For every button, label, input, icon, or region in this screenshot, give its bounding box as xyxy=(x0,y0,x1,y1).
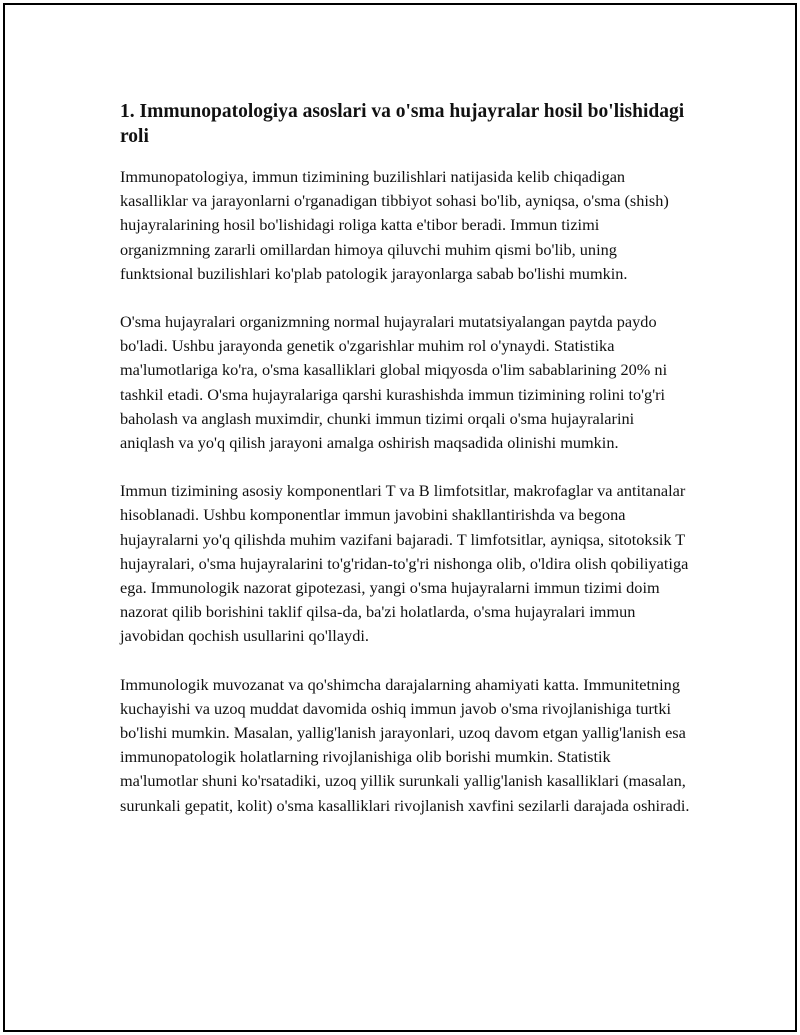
paragraph-1: Immunopatologiya, immun tizimining buzilishlari natijasida kelib chiqadigan kasalliklar va jarayonlarni o'rganadigan tibbiyot sohasi bo'lib, ayniqsa, o'sma (shish) hujayralarining hosil bo'lishidagi roliga katta e'tibor beradi. Immun tizimi organizmning zararli omillardan himoya qiluvchi muhim qismi bo'lib, uning funktsional buzilishlari ko'plab patologik jarayonlarga sabab bo'lishi mumkin. xyxy=(120,167,669,283)
document-page xyxy=(3,3,797,1032)
paragraph-4: Immunologik muvozanat va qo'shimcha darajalarning ahamiyati katta. Immunitetning kuchayishi va uzoq muddat davomida oshiq immun javob o'sma rivojlanishiga turtki bo'lishi mumkin. Masalan, yallig'lanish jarayonlari, uzoq davom etgan yallig'lanish esa immunopatologik holatlarning rivojlanishiga olib borishi mumkin. Statistik ma'lumotlar shuni ko'rsatadiki, uzoq yillik surunkali yallig'lanish kasalliklari (masalan, surunkali gepatit, kolit) o'sma kasalliklari rivojlanish xavfini sezilarli darajada oshiradi. xyxy=(120,674,690,815)
section-heading: 1. Immunopatologiya asoslari va o'sma hujayralar hosil bo'lishidagi roli xyxy=(120,101,685,147)
paragraph-2: O'sma hujayralari organizmning normal hujayralari mutatsiyalangan paytda paydo bo'ladi. Ushbu jarayonda genetik o'zgarishlar muhim rol o'ynaydi. Statistika ma'lumotlariga ko'ra, o'sma kasalliklari global miqyosda o'lim sabablarining 20% ni tashkil etadi. O'sma hujayralariga qarshi kurashishda immun tizimining rolini to'g'ri baholash va anglash muximdir, chunki immun tizimi orqali o'sma hujayralarini aniqlash va yo'q qilish jarayoni amalga oshirish maqsadida olinishi mumkin. xyxy=(120,312,668,453)
document-content xyxy=(120,99,690,842)
paragraph-3: Immun tizimining asosiy komponentlari T va B limfotsitlar, makrofaglar va antitanalar hisoblanadi. Ushbu komponentlar immun javobini shakllantirishda va begona hujayralarni yo'q qilishda muhim vazifani bajaradi. T limfotsitlar, ayniqsa, sitotoksik T hujayralari, o'sma hujayralarini to'g'ridan-to'g'ri nishonga olib, o'ldira olish qobiliyatiga ega. Immunologik nazorat gipotezasi, yangi o'sma hujayralarni immun tizimi doim nazorat qilib borishini taklif qilsa-da, ba'zi holatlarda, o'sma hujayralari immun javobidan qochish usullarini qo'llaydi. xyxy=(120,481,689,646)
